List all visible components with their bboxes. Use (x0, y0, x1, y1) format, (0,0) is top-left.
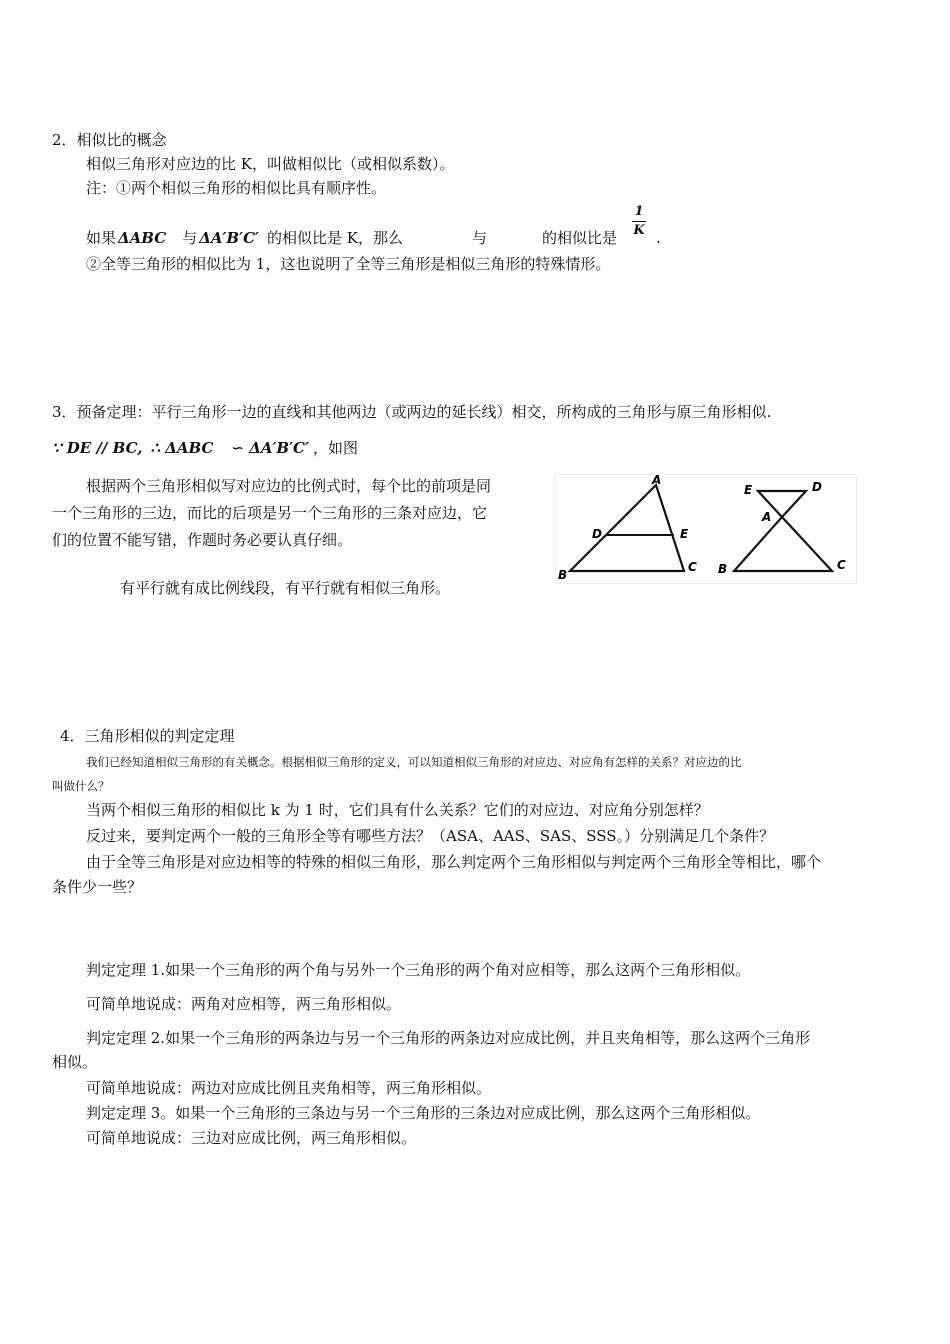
proportion-advice-line1: 根据两个三角形相似写对应边的比例式时，每个比的前项是同 (86, 477, 492, 495)
triangles-svg (556, 475, 856, 583)
section2-heading: 2．相似比的概念 (52, 131, 167, 149)
parallel-rule: 有平行就有成比例线段，有平行就有相似三角形。 (120, 579, 451, 597)
theorem-2-short: 可简单地说成：两边对应成比例且夹角相等，两三角形相似。 (86, 1079, 492, 1097)
label-right-a: A (762, 510, 772, 524)
theorem-3: 判定定理 3。如果一个三角形的三条边与另一个三角形的三条边对应成比例，那么这两个三角形相似。 (86, 1104, 761, 1122)
theorem-2-line1: 判定定理 2.如果一个三角形的两条边与另一个三角形的两条边对应成比例，并且夹角相等，那么这两个三角形 (86, 1029, 811, 1047)
period: . (656, 229, 661, 247)
label-left-e: E (680, 527, 689, 541)
proportion-advice-line3: 们的位置不能写错，作题时务必要认真仔细。 (52, 531, 353, 549)
similarity-ratio-definition: 相似三角形对应边的比 K，叫做相似比（或相似系数）。 (86, 155, 455, 173)
with-word-2: 与 (472, 229, 488, 247)
reciprocal-fraction (632, 204, 646, 239)
lower-triangle-abc (734, 517, 832, 571)
note-congruent: ②全等三角形的相似比为 1，这也说明了全等三角形是相似三角形的特殊情形。 (86, 255, 611, 273)
label-left-c: C (688, 560, 697, 574)
fraction-bar (632, 221, 646, 222)
fraction-denominator: K (633, 223, 645, 238)
label-right-e: E (744, 483, 753, 497)
fraction-numerator: 1 (634, 204, 644, 219)
note-ordering: 注：①两个相似三角形的相似比具有顺序性。 (86, 179, 387, 197)
triangle-a-prime: ΔA′B′C′ (199, 229, 259, 247)
label-left-d: D (592, 527, 602, 541)
triangle-abc: ΔABC (118, 229, 167, 247)
intro-line1: 我们已经知道相似三角形的有关概念。根据相似三角形的定义，可以知道相似三角形的对应边、对应角有怎样的关系？对应边的比 (86, 755, 742, 769)
theorem-3-short: 可简单地说成：三边对应成比例，两三角形相似。 (86, 1129, 417, 1147)
with-word: 与 (182, 229, 198, 247)
label-right-d: D (812, 480, 822, 494)
question-fewer-conditions-line2: 条件少一些？ (52, 878, 143, 896)
as-shown: ，如图 (312, 439, 358, 457)
proof-statement (52, 438, 358, 458)
label-right-c: C (837, 558, 846, 572)
theorem-1: 判定定理 1.如果一个三角形的两个角与另外一个三角形的两个角对应相等，那么这两个三角形相似。 (86, 961, 751, 979)
if-prefix: 如果 (86, 229, 117, 247)
left-triangle-abc (570, 485, 684, 571)
question-fewer-conditions-line1: 由于全等三角形是对应边相等的特殊的相似三角形，那么判定两个三角形相似与判定两个三角形全等相比，哪个 (86, 853, 822, 871)
because-de-parallel-bc: ∵ DE // BC, (52, 439, 143, 457)
section4-heading: 4．三角形相似的判定定理 (60, 727, 235, 745)
section3-heading: 3．预备定理：平行三角形一边的直线和其他两边（或两边的延长线）相交，所构成的三角形与原三角形相似. (52, 403, 772, 421)
ratio-statement (86, 228, 403, 248)
similar-triangles-figure (555, 474, 857, 584)
therefore-abc: ∴ ΔABC (150, 439, 214, 457)
label-left-b: B (558, 568, 568, 582)
proportion-advice-line2: 一个三角形的三边，而比的后项是另一个三角形的三条对应边，它 (52, 504, 488, 522)
question-congruence-methods: 反过来，要判定两个一般的三角形全等有哪些方法？（ASA、AAS、SAS、SSS。）分别满足几个条件？ (86, 827, 775, 845)
label-right-b: B (718, 562, 728, 576)
similar-a-prime: ∽ ΔA′B′C′ (231, 439, 309, 457)
theorem-2-line2: 相似。 (52, 1053, 98, 1071)
ratio-is-k: 的相似比是 K，那么 (266, 229, 403, 247)
intro-line2: 叫做什么？ (52, 779, 110, 793)
label-left-a: A (652, 475, 662, 487)
question-k-equals-1: 当两个相似三角形的相似比 k 为 1 时，它们具有什么关系？它们的对应边、对应角分别怎样？ (86, 801, 709, 819)
ratio-is-label: 的相似比是 (542, 229, 618, 247)
theorem-1-short: 可简单地说成：两角对应相等，两三角形相似。 (86, 995, 402, 1013)
